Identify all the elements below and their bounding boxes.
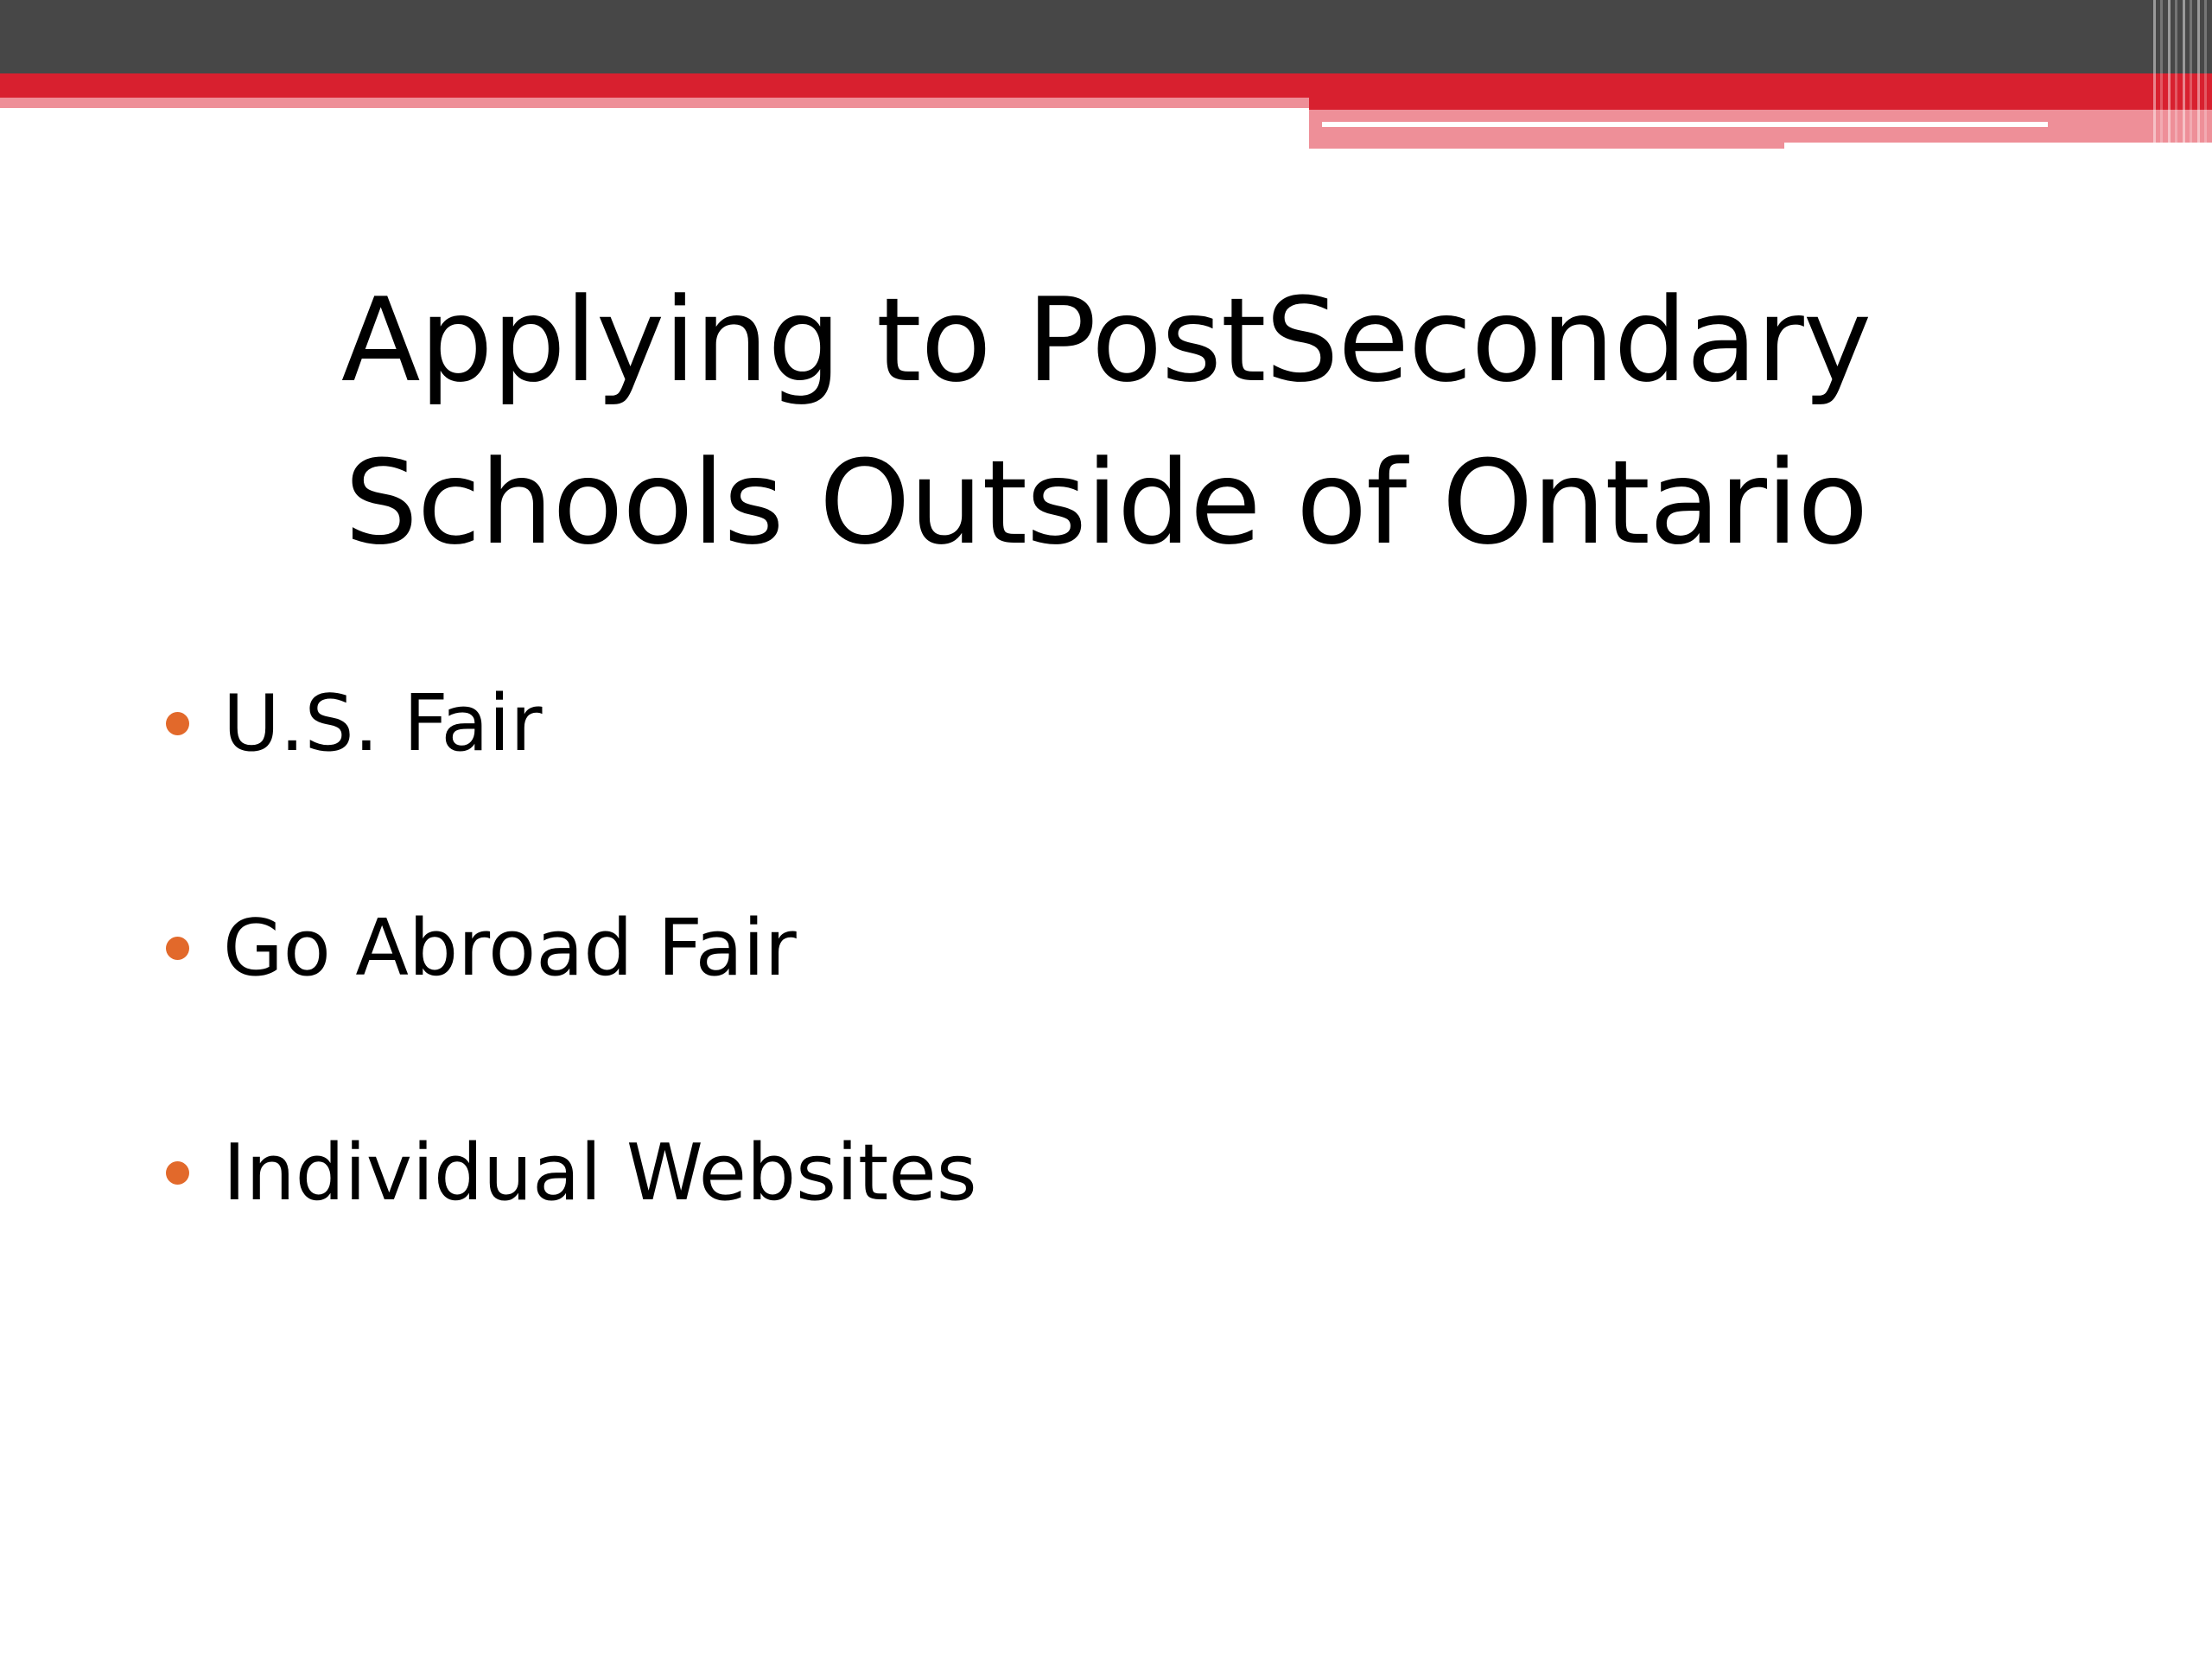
header-pink-strip [0,98,1309,108]
bullet-dot-icon [166,1161,189,1185]
slide-title-line-1: Applying to PostSecondary [340,273,1872,408]
slide-title [173,259,2039,584]
bullet-item-us-fair [156,672,977,897]
header-red-band-right [1309,98,2212,110]
header-red-band [0,73,2212,98]
header-dark-band [0,0,2212,73]
bullet-dot-icon [166,937,189,960]
bullet-dot-icon [166,712,189,735]
bullet-text: Individual Websites [223,1128,977,1218]
bullet-text: Go Abroad Fair [223,903,797,994]
header-white-line [1322,122,2048,127]
slide-title-line-2: Schools Outside of Ontario [344,435,1868,570]
bullet-item-individual-websites [156,1122,977,1346]
header-stripes-decoration [2148,0,2212,149]
bullet-item-go-abroad-fair [156,897,977,1122]
bullet-text: U.S. Fair [223,678,543,769]
bullet-list [156,672,977,1346]
